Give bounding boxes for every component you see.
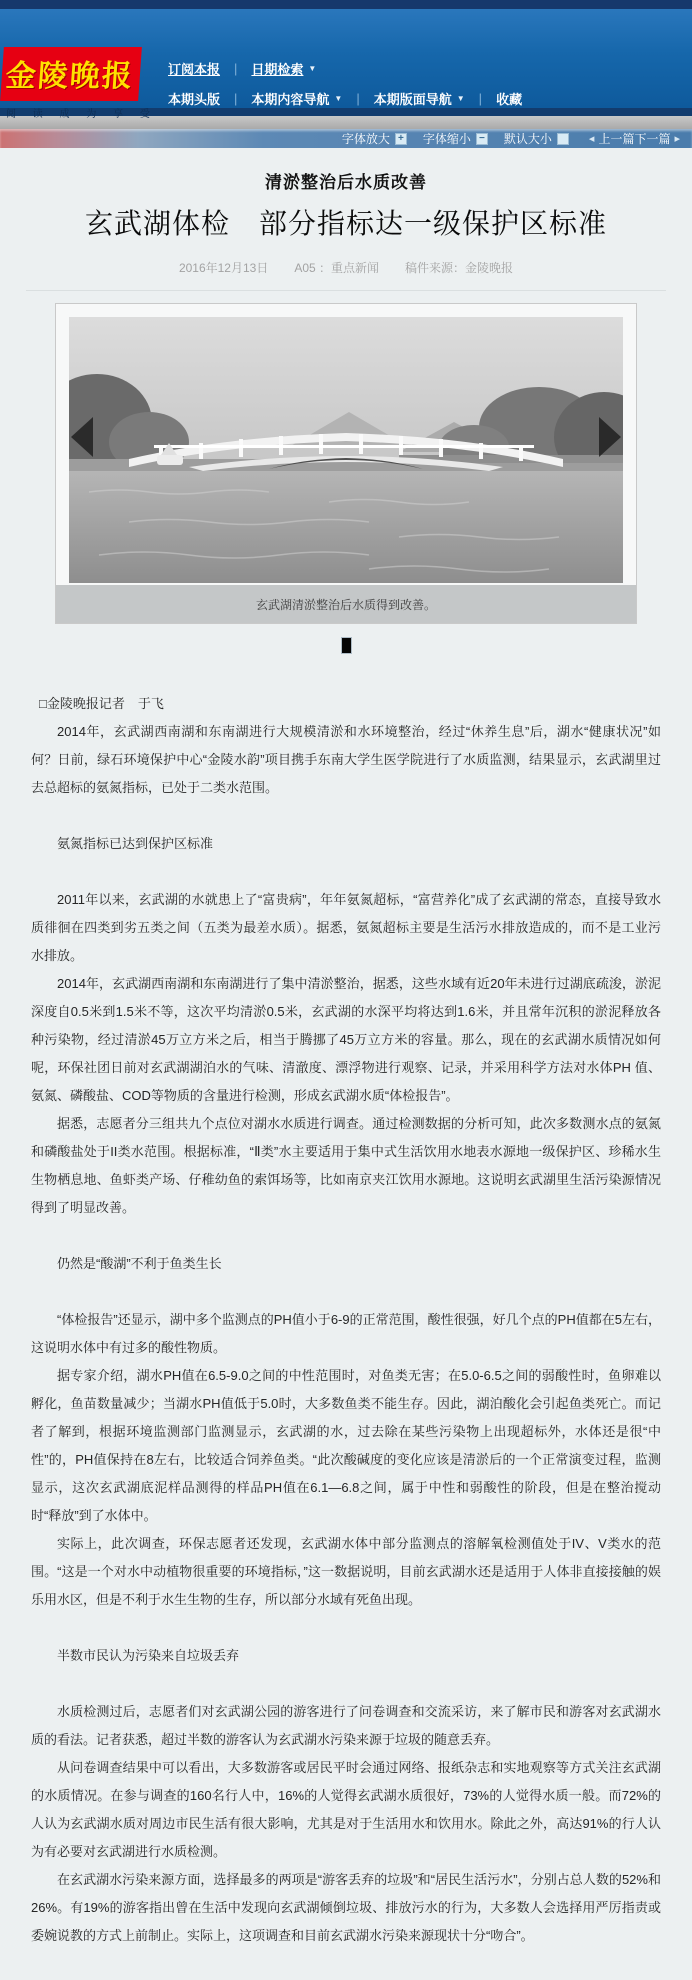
article-paragraph: 据悉，志愿者分三组共九个点位对湖水水质进行调查。通过检测数据的分析可知，此次多数测水点的氨氮和磷酸盐处于II类水范围。根据标准，“Ⅱ类”水主要适用于集中式生活饮用水地表水源地一级保护区、珍稀水生生物栖息地、鱼虾类产场、仔稚幼鱼的索饵场等，比如南京夹江饮用水源地。这说明玄武湖里生活污染源情况得到了明显改善。: [31, 1116, 661, 1215]
next-article-icon: ▸: [674, 133, 680, 145]
site-header: [0, 9, 692, 120]
nav-subscribe[interactable]: 订阅本报: [168, 62, 221, 77]
article-byline: □金陵晚报记者 于飞: [39, 696, 164, 711]
article-paragraph: 在玄武湖水污染来源方面，选择最多的两项是“游客丢弃的垃圾”和“居民生活污水”，分别占总人数的52%和26%。有19%的游客指出曾在生活中发现向玄武湖倾倒垃圾、排放污水的行为，大多数人会选择用严厉指责或委婉说教的方式上前制止。实际上，这项调查和目前玄武湖水污染来源现状十分“吻合”。: [31, 1872, 661, 1943]
site-logo[interactable]: 金陵晚报: [0, 47, 142, 101]
gallery-thumbnail-strip: [0, 624, 692, 662]
article-body: [0, 662, 692, 1980]
gallery-thumbnail[interactable]: [341, 637, 352, 654]
article-paragraph: 据专家介绍，湖水PH值在6.5-9.0之间的中性范围时，对鱼类无害；在5.0-6.5之间的弱酸性时，鱼卵难以孵化，鱼苗数量减少；当湖水PH值低于5.0时，大多数鱼类不能生存。因此，湖泊酸化会引起鱼类死亡。而记者了解到，根据环境监测部门监测显示，玄武湖的水，过去除在某些污染物上出现超标外，水体还是很“中性”的，PH值保持在8左右，比较适合饲养鱼类。“此次酸碱度的变化应该是清淤后的一个正常演变过程，监测显示，这次玄武湖底泥样品测得的样品PH值在6.1—6.8之间，属于中性和弱酸性的阶段，但是在整治搅动时“释放”到了水体中。: [31, 1368, 661, 1523]
nav-favorite[interactable]: 收藏: [496, 92, 523, 107]
article-paragraph: “体检报告”还显示，湖中多个监测点的PH值小于6-9的正常范围，酸性很强，好几个点的PH值都在5左右，这说明水体中有过多的酸性物质。: [31, 1312, 661, 1355]
title-block: [0, 148, 692, 291]
prev-next-label: 上一篇下一篇: [598, 132, 671, 146]
article-meta: [0, 259, 692, 276]
nav-row-1: [168, 59, 522, 78]
prev-article-icon: ◂: [588, 133, 595, 145]
font-decrease-button[interactable]: [423, 130, 488, 147]
article-toolbar: [0, 129, 692, 148]
article-subhead: 半数市民认为污染来自垃圾丢弃: [57, 1648, 240, 1663]
article-paragraph: 实际上，此次调查，环保志愿者还发现，玄武湖水体中部分监测点的溶解氧检测值处于IV、V类水的范围。“这是一个对水中动植物很重要的环境指标，”这一数据说明，目前玄武湖水还是适用于人体非直接接触的娱乐用水区，但是不利于水生生物的生存，所以部分水域有死鱼出现。: [31, 1536, 661, 1607]
divider-rule: [26, 290, 666, 291]
header-nav: [168, 59, 522, 119]
article-paragraph: 2011年以来，玄武湖的水就患上了“富贵病”，年年氨氮超标，“富营养化”成了玄武湖的常态，直接导致水质徘徊在四类到劣五类之间（五类为最差水质）。据悉，氨氮超标主要是生活污水排放造成的，而不是工业污水排放。: [31, 892, 661, 963]
masthead[interactable]: [2, 47, 160, 120]
article-paragraph: 2014年，玄武湖西南湖和东南湖进行大规模清淤和水环境整治，经过“休养生息”后，湖水“健康状况”如何？日前，绿石环境保护中心“金陵水韵”项目携手东南大学生医学院进行了水质监测，结果显示，玄武湖里过去总超标的氨氮指标，已处于二类水范围。: [31, 724, 661, 795]
font-increase-icon: +: [395, 133, 407, 145]
logo-tagline: 阅 读 成 为 享 受: [6, 109, 157, 120]
photo-caption-bar: [56, 585, 636, 623]
nav-separator: |: [234, 61, 238, 76]
chevron-down-icon: ▼: [308, 64, 317, 73]
photo-padding: [56, 304, 636, 585]
article-photo: [69, 317, 623, 583]
article-date: 2016年12月13日: [178, 261, 269, 275]
font-increase-button[interactable]: [342, 130, 407, 147]
font-decrease-label: 字体缩小: [422, 132, 471, 146]
nav-separator: |: [356, 91, 360, 106]
chevron-down-icon: ▼: [456, 94, 465, 103]
lake-bridge-illustration: [69, 317, 623, 583]
article-title: 玄武湖体检 部分指标达一级保护区标准: [84, 208, 607, 239]
nav-row-2: [168, 89, 522, 108]
nav-front-page[interactable]: 本期头版: [168, 92, 221, 107]
top-navy-bar: [0, 0, 692, 9]
article-source: 稿件来源：金陵晚报: [405, 261, 514, 275]
nav-content-guide[interactable]: 本期内容导航: [251, 92, 330, 107]
font-default-icon: [557, 133, 569, 145]
article-paragraph: 2014年，玄武湖西南湖和东南湖进行了集中清淤整治，据悉，这些水域有近20年未进行过湖底疏浚，淤泥深度自0.5米到1.5米不等，这次平均清淤0.5米，玄武湖的水深平均将达到1.6米，并且常年沉积的淤泥释放各种污染物，经过清淤45万立方米之后，相当于腾挪了45万立方米的容量。那么，现在的玄武湖水质情况如何呢，环保社团日前对玄武湖湖泊水的气味、清澈度、漂浮物进行观察、记录，并采用科学方法对水体PH 值、氨氮、磷酸盐、COD等物质的含量进行检测，形成玄武湖水质“体检报告”。: [31, 976, 661, 1103]
nav-separator: |: [234, 91, 238, 106]
prev-next-article-button[interactable]: [585, 130, 684, 147]
article-page-section: A05 ：重点新闻: [294, 261, 380, 275]
article-paragraph: 水质检测过后，志愿者们对玄武湖公园的游客进行了问卷调查和交流采访，来了解市民和游客对玄武湖水质的看法。记者获悉，超过半数的游客认为玄武湖水污染来源于垃圾的随意丢弃。: [31, 1704, 661, 1747]
chevron-down-icon: ▼: [334, 94, 343, 103]
nav-separator: |: [478, 91, 483, 106]
font-default-button[interactable]: [504, 130, 569, 147]
article-subhead: 仍然是“酸湖”不利于鱼类生长: [57, 1256, 222, 1271]
nav-layout-guide[interactable]: 本期版面导航: [373, 92, 452, 107]
photo-caption: 玄武湖清淤整治后水质得到改善。: [255, 597, 436, 612]
font-default-label: 默认大小: [503, 132, 552, 146]
article-subhead: 氨氮指标已达到保护区标准: [57, 836, 214, 851]
photo-frame: [55, 303, 637, 624]
article-kicker: 清淤整治后水质改善: [265, 173, 427, 192]
nav-date-search[interactable]: 日期检索: [251, 62, 304, 77]
font-increase-label: 字体放大: [341, 132, 390, 146]
font-decrease-icon: −: [476, 133, 488, 145]
article-paragraph: 从问卷调查结果中可以看出，大多数游客或居民平时会通过网络、报纸杂志和实地观察等方式关注玄武湖的水质情况。在参与调查的160名行人中，16%的人觉得玄武湖水质很好，73%的人觉得水质一般。而72%的人认为玄武湖水质对周边市民生活有很大影响，尤其是对于生活用水和饮用水。除此之外，高达91%的行人认为有必要对玄武湖进行水质检测。: [31, 1760, 661, 1859]
